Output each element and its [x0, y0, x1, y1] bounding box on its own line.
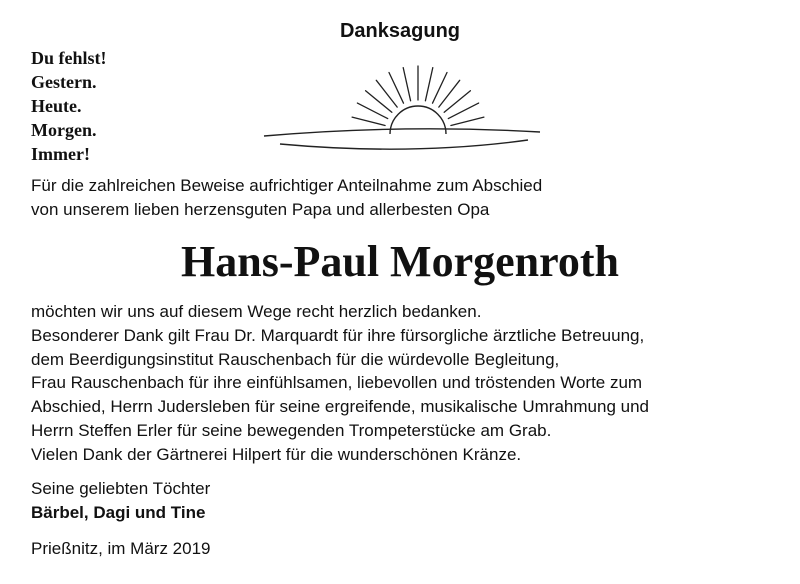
poem-line: Du fehlst! [31, 48, 107, 68]
signature-intro: Seine geliebten Töchter [31, 479, 211, 498]
sun-ray [403, 68, 410, 101]
intro-text [31, 174, 771, 222]
signature-names: Bärbel, Dagi und Tine [31, 503, 206, 522]
sunrise-icon [262, 56, 542, 166]
sun-ray [451, 117, 484, 125]
place-date: Prießnitz, im März 2019 [31, 539, 211, 558]
body-line: Frau Rauschenbach für ihre einfühlsamen, liebevollen und tröstenden Worte zum [31, 373, 643, 393]
sun-ray [425, 68, 432, 101]
body-text [31, 300, 781, 467]
intro-line: Für die zahlreichen Beweise aufrichtiger Anteilnahme zum Abschied [31, 176, 543, 195]
poem [31, 46, 107, 166]
body-line: Besonderer Dank gilt Frau Dr. Marquardt für ihre fürsorgliche ärztliche Betreuung, [31, 325, 645, 345]
body-line: Abschied, Herrn Judersleben für seine ergreifende, musikalische Umrahmung und [31, 397, 649, 417]
poem-line: Heute. [31, 96, 82, 116]
body-line: dem Beerdigungsinstitut Rauschenbach für die würdevolle Begleitung, [31, 349, 560, 369]
body-line: Vielen Dank der Gärtnerei Hilpert für die wunderschönen Kränze. [31, 444, 522, 464]
sun-ray [352, 117, 385, 125]
poem-line: Immer! [31, 144, 90, 164]
notice-heading: Danksagung [339, 20, 461, 42]
body-line: Herrn Steffen Erler für seine bewegenden Trompeterstücke am Grab. [31, 420, 552, 440]
poem-line: Gestern. [31, 72, 97, 92]
poem-line: Morgen. [31, 120, 97, 140]
deceased-name: Hans-Paul Morgenroth [181, 237, 619, 286]
signature-block [31, 477, 210, 525]
intro-line: von unserem lieben herzensguten Papa und allerbesten Opa [31, 200, 490, 219]
body-line: möchten wir uns auf diesem Wege recht herzlich bedanken. [31, 302, 482, 321]
